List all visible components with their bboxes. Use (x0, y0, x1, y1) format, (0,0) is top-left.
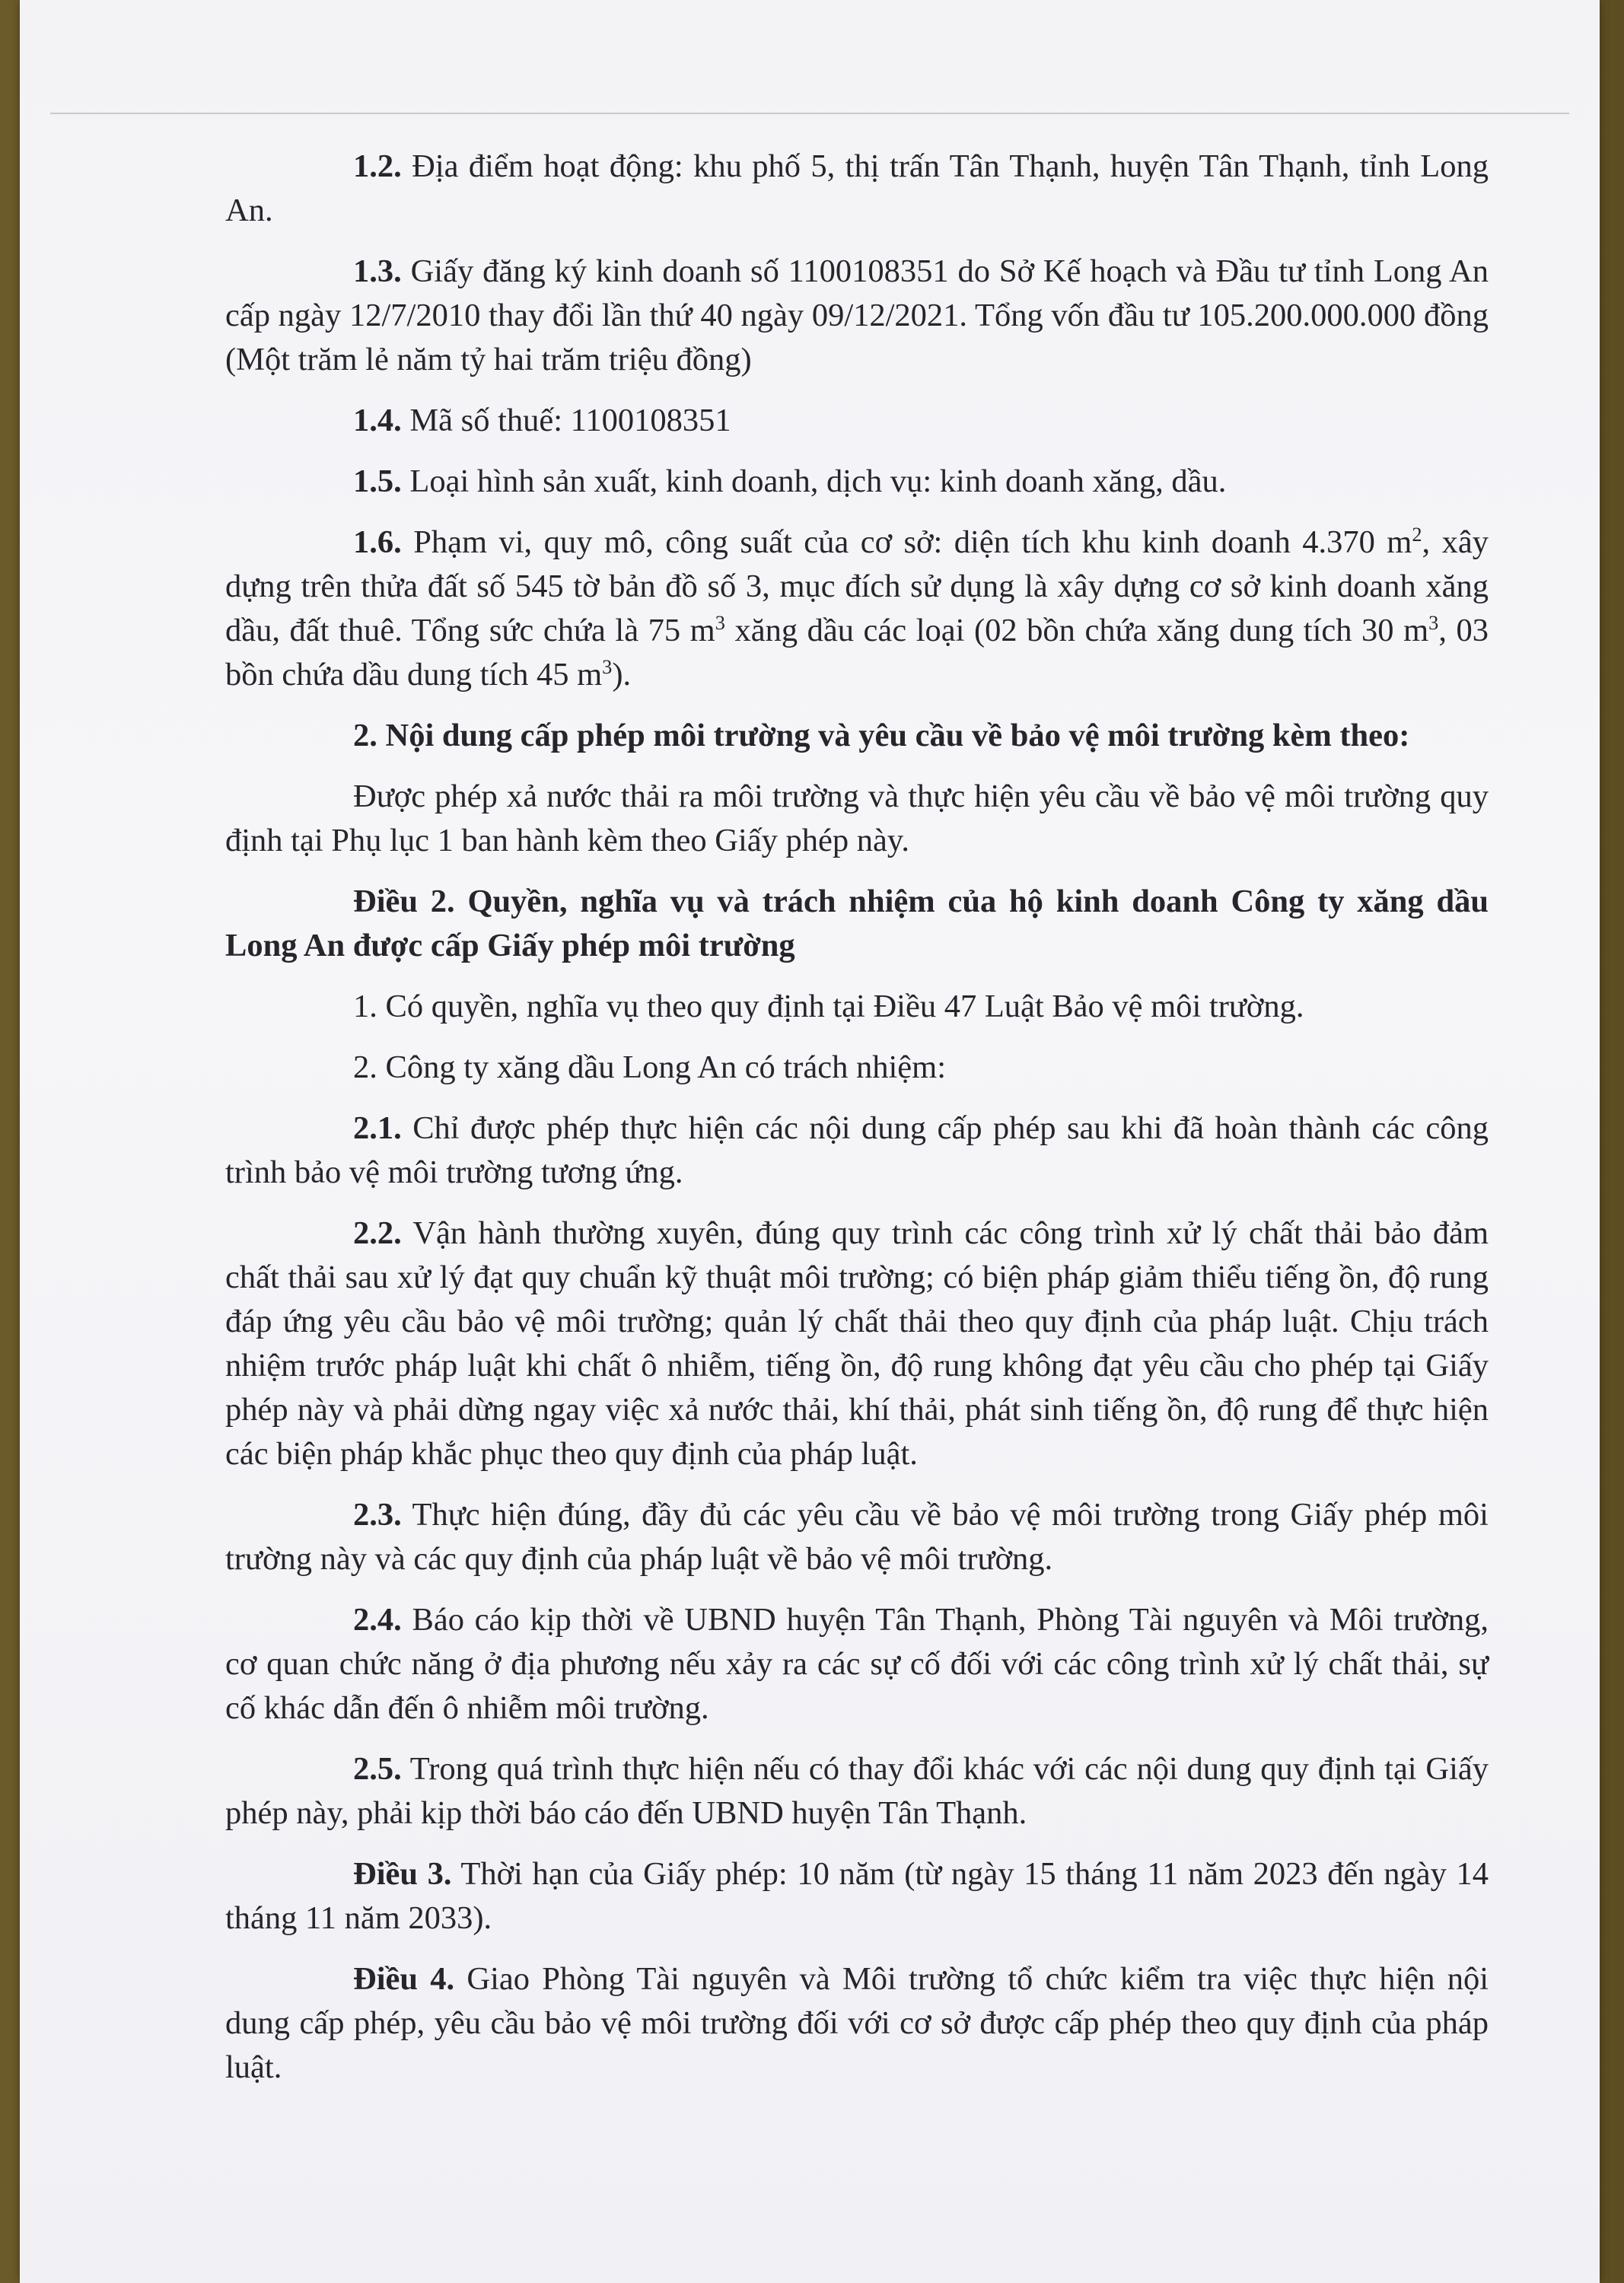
paragraph-text: Vận hành thường xuyên, đúng quy trình các công trình xử lý chất thải bảo đảm chất thải sau xử lý đạt quy chuẩn kỹ thuật môi trường; có biện pháp giảm thiểu tiếng ồn, độ rung đáp ứng yêu cầu bảo vệ môi trường; quản lý chất thải theo quy định của pháp luật. Chịu trách nhiệm trước pháp luật khi chất ô nhiễm, tiếng ồn, độ rung không đạt yêu cầu cho phép tại Giấy phép này và phải dừng ngay việc xả nước thải, khí thải, phát sinh tiếng ồn, độ rung để thực hiện các biện pháp khắc phục theo quy định của pháp luật. (225, 1215, 1489, 1472)
paragraph-permit: Được phép xả nước thải ra môi trường và thực hiện yêu cầu về bảo vệ môi trường quy định tại Phụ lục 1 ban hành kèm theo Giấy phép này. (225, 779, 1489, 858)
section-number: 2.5. (353, 1751, 402, 1787)
paragraph-2-2 (225, 1212, 1489, 1476)
superscript: 3 (715, 611, 725, 634)
paragraph-text: xăng dầu các loại (02 bồn chứa xăng dung tích 30 m (724, 613, 1429, 648)
paragraph-text: Phạm vi, quy mô, công suất của cơ sở: diện tích khu kinh doanh 4.370 m (413, 524, 1412, 560)
section-number: 2.4. (353, 1602, 402, 1638)
paragraph-text: Báo cáo kịp thời về UBND huyện Tân Thạnh, Phòng Tài nguyên và Môi trường, cơ quan chức năng ở địa phương nếu xảy ra các sự cố đối với các công trình xử lý chất thải, sự cố khác dẫn đến ô nhiễm môi trường. (225, 1602, 1489, 1726)
paragraph-1-4 (225, 399, 1489, 443)
section-number: 2.1. (353, 1110, 402, 1146)
paragraph-text: Mã số thuế: 1100108351 (409, 403, 731, 438)
paragraph-text: Trong quá trình thực hiện nếu có thay đổi khác với các nội dung quy định tại Giấy phép này, phải kịp thời báo cáo đến UBND huyện Tân Thạnh. (225, 1751, 1489, 1831)
superscript: 3 (602, 655, 613, 678)
paragraph-2-5 (225, 1747, 1489, 1836)
paragraph-1-5 (225, 460, 1489, 504)
article-2-heading: Điều 2. Quyền, nghĩa vụ và trách nhiệm của hộ kinh doanh Công ty xăng dầu Long An được cấp Giấy phép môi trường (225, 884, 1489, 963)
section-number: 1.2. (353, 148, 402, 184)
article-4 (225, 1957, 1489, 2090)
superscript: 3 (1428, 611, 1439, 634)
document-page (20, 0, 1600, 2283)
paragraph-text: Thời hạn của Giấy phép: 10 năm (từ ngày 15 tháng 11 năm 2023 đến ngày 14 tháng 11 năm 2033). (225, 1856, 1489, 1936)
paragraph-2-3 (225, 1493, 1489, 1581)
paragraph-text: Địa điểm hoạt động: khu phố 5, thị trấn Tân Thạnh, huyện Tân Thạnh, tỉnh Long An. (225, 148, 1489, 228)
superscript: 2 (1412, 523, 1422, 546)
paragraph-1-6 (225, 521, 1489, 697)
paragraph-2-4 (225, 1598, 1489, 1731)
section-number: 1.3. (353, 253, 402, 289)
paragraph-text: Giao Phòng Tài nguyên và Môi trường tổ chức kiểm tra việc thực hiện nội dung cấp phép, yêu cầu bảo vệ môi trường đối với cơ sở được cấp phép theo quy định của pháp luật. (225, 1961, 1489, 2085)
paragraph-text: Loại hình sản xuất, kinh doanh, dịch vụ: kinh doanh xăng, dầu. (409, 463, 1227, 499)
paragraph-2-item-2: 2. Công ty xăng dầu Long An có trách nhiệm: (353, 1049, 947, 1085)
page-fold-line (50, 113, 1569, 114)
section-heading-2: 2. Nội dung cấp phép môi trường và yêu cầu về bảo vệ môi trường kèm theo: (353, 718, 1410, 753)
article-number: Điều 4. (353, 1961, 455, 1997)
paragraph-text: Thực hiện đúng, đầy đủ các yêu cầu về bảo vệ môi trường trong Giấy phép môi trường này và các quy định của pháp luật về bảo vệ môi trường. (225, 1497, 1489, 1577)
section-number: 2.2. (353, 1215, 402, 1251)
paragraph-1-2 (225, 145, 1489, 233)
section-number: 1.5. (353, 463, 402, 499)
article-number: Điều 3. (353, 1856, 452, 1892)
paragraph-1-3 (225, 250, 1489, 382)
paragraph-text: ). (612, 657, 632, 693)
paragraph-2-1 (225, 1106, 1489, 1195)
paragraph-2-item-1: 1. Có quyền, nghĩa vụ theo quy định tại Điều 47 Luật Bảo vệ môi trường. (353, 989, 1304, 1024)
paragraph-text: Chỉ được phép thực hiện các nội dung cấp phép sau khi đã hoàn thành các công trình bảo vệ môi trường tương ứng. (225, 1110, 1489, 1190)
section-number: 1.6. (353, 524, 402, 560)
article-3 (225, 1852, 1489, 1941)
section-number: 1.4. (353, 403, 402, 438)
paragraph-text: , 03 bồn chứa dầu dung tích 45 m (225, 613, 1489, 693)
document-body (225, 145, 1489, 2106)
section-number: 2.3. (353, 1497, 402, 1533)
paragraph-text: Giấy đăng ký kinh doanh số 1100108351 do Sở Kế hoạch và Đầu tư tỉnh Long An cấp ngày 12/7/2010 thay đổi lần thứ 40 ngày 09/12/2021. Tổng vốn đầu tư 105.200.000.000 đồng (Một trăm lẻ năm tỷ hai trăm triệu đồng) (225, 253, 1489, 377)
paragraph-text: , xây dựng trên thửa đất số 545 tờ bản đồ số 3, mục đích sử dụng là xây dựng cơ sở kinh doanh xăng dầu, đất thuê. Tổng sức chứa là 75 m (225, 524, 1489, 648)
